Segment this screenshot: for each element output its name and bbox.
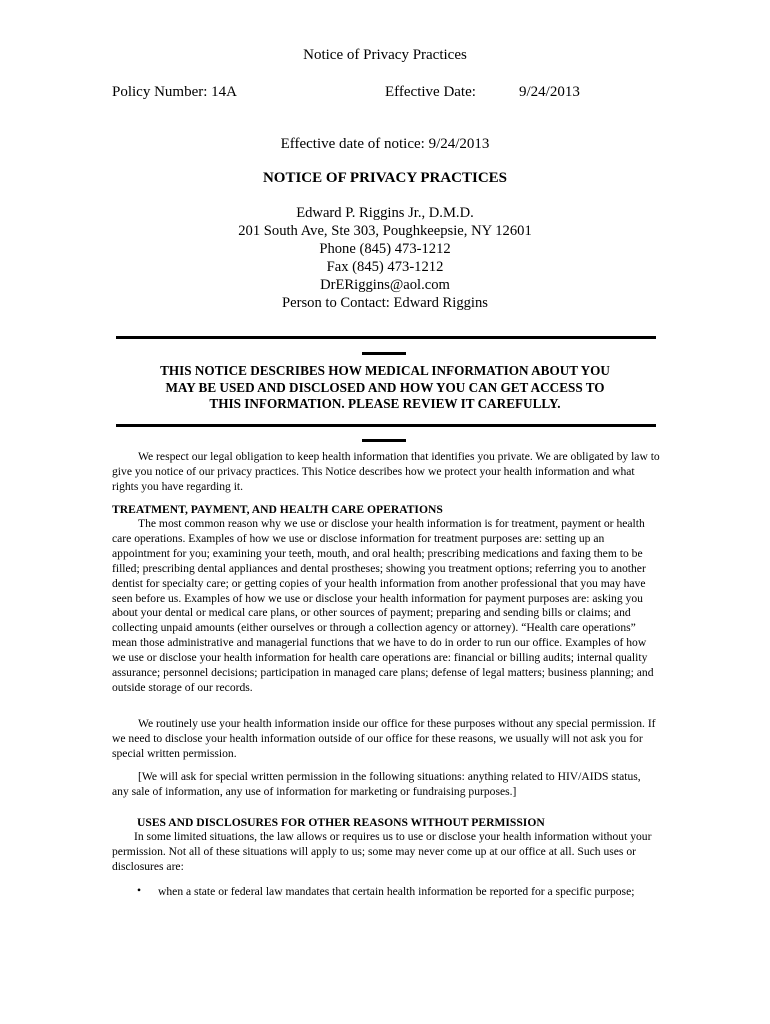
bullet-item-1: when a state or federal law mandates that certain health information be reported for a specific purpose; [158,885,635,898]
effective-date-label: Effective Date: [385,84,476,100]
contact-block [0,204,770,312]
policy-number: Policy Number: 14A [112,84,237,100]
provider-address: 201 South Ave, Ste 303, Poughkeepsie, NY 12601 [238,223,532,239]
bottom-rule [116,424,656,427]
tpo-paragraph-2: We routinely use your health information inside our office for these purposes without any special permission. If we need to disclose your health information outside of our office for these reasons, we usually will not ask you for special written permission. [112,717,656,760]
provider-name: Edward P. Riggins Jr., D.M.D. [296,205,474,221]
notice-effective-date: Effective date of notice: 9/24/2013 [280,136,490,152]
tpo-heading: TREATMENT, PAYMENT, AND HEALTH CARE OPERATIONS [112,503,443,516]
tpo-paragraph-1: The most common reason why we use or disclose your health information is for treatment, payment or health care operations. Examples of how we use or disclose information for treatment purposes are: setting up an appointment for you; examining your teeth, mouth, and oral health; prescribing medications and faxing them to be filled; prescribing dental appliances and dental prostheses; showing you treatment options; referring you to another dentist for specialty care; or getting copies of your health information from another professional that you may have seen before us. Examples of how we use or disclose your health information for payment purposes are: asking you about your dental or medical care plans, or other sources of payment; preparing and sending bills or claims; and collecting unpaid amounts (either ourselves or through a collection agency or attorney). “Health care operations” mean those administrative and managerial functions that we have to do in order to run our office. Examples of how we use or disclose your health information for health care operations are: financial or billing audits; internal quality assurance; personnel decisions; participation in managed care plans; defense of legal matters; business planning; and outside storage of our records. [112,517,654,694]
top-rule [116,336,656,339]
tpo-paragraph-3: [We will ask for special written permission in the following situations: anything related to HIV/AIDS status, any sale of information, any use of information for marketing or fundraising purposes.] [112,770,641,798]
notice-heading: NOTICE OF PRIVACY PRACTICES [262,170,508,186]
banner-line-2: MAY BE USED AND DISCLOSED AND HOW YOU CAN GET ACCESS TO [165,379,605,395]
contact-person: Person to Contact: Edward Riggins [282,295,488,311]
provider-email: DrERiggins@aol.com [320,277,450,293]
effective-date-value: 9/24/2013 [519,84,580,100]
other-uses-paragraph: In some limited situations, the law allows or requires us to use or disclose your health information without your permission. Not all of these situations will apply to us; some may never come up at our office at all. Such uses or disclosures are: [112,830,652,873]
document-title: Notice of Privacy Practices [303,47,467,63]
top-short-rule [362,352,406,355]
intro-paragraph: We respect our legal obligation to keep health information that identifies you private. We are obligated by law to give you notice of our privacy practices. This Notice describes how we protect your health information and what rights you have regarding it. [112,450,660,493]
provider-fax: Fax (845) 473-1212 [326,259,444,275]
bullet-marker: • [137,884,142,897]
banner-line-1: THIS NOTICE DESCRIBES HOW MEDICAL INFORMATION ABOUT YOU [160,363,610,378]
bottom-short-rule [362,439,406,442]
other-uses-heading: USES AND DISCLOSURES FOR OTHER REASONS WITHOUT PERMISSION [137,816,545,829]
banner-line-3: THIS INFORMATION. PLEASE REVIEW IT CAREFULLY. [209,396,561,411]
notice-banner [0,363,770,413]
provider-phone: Phone (845) 473-1212 [319,241,451,257]
